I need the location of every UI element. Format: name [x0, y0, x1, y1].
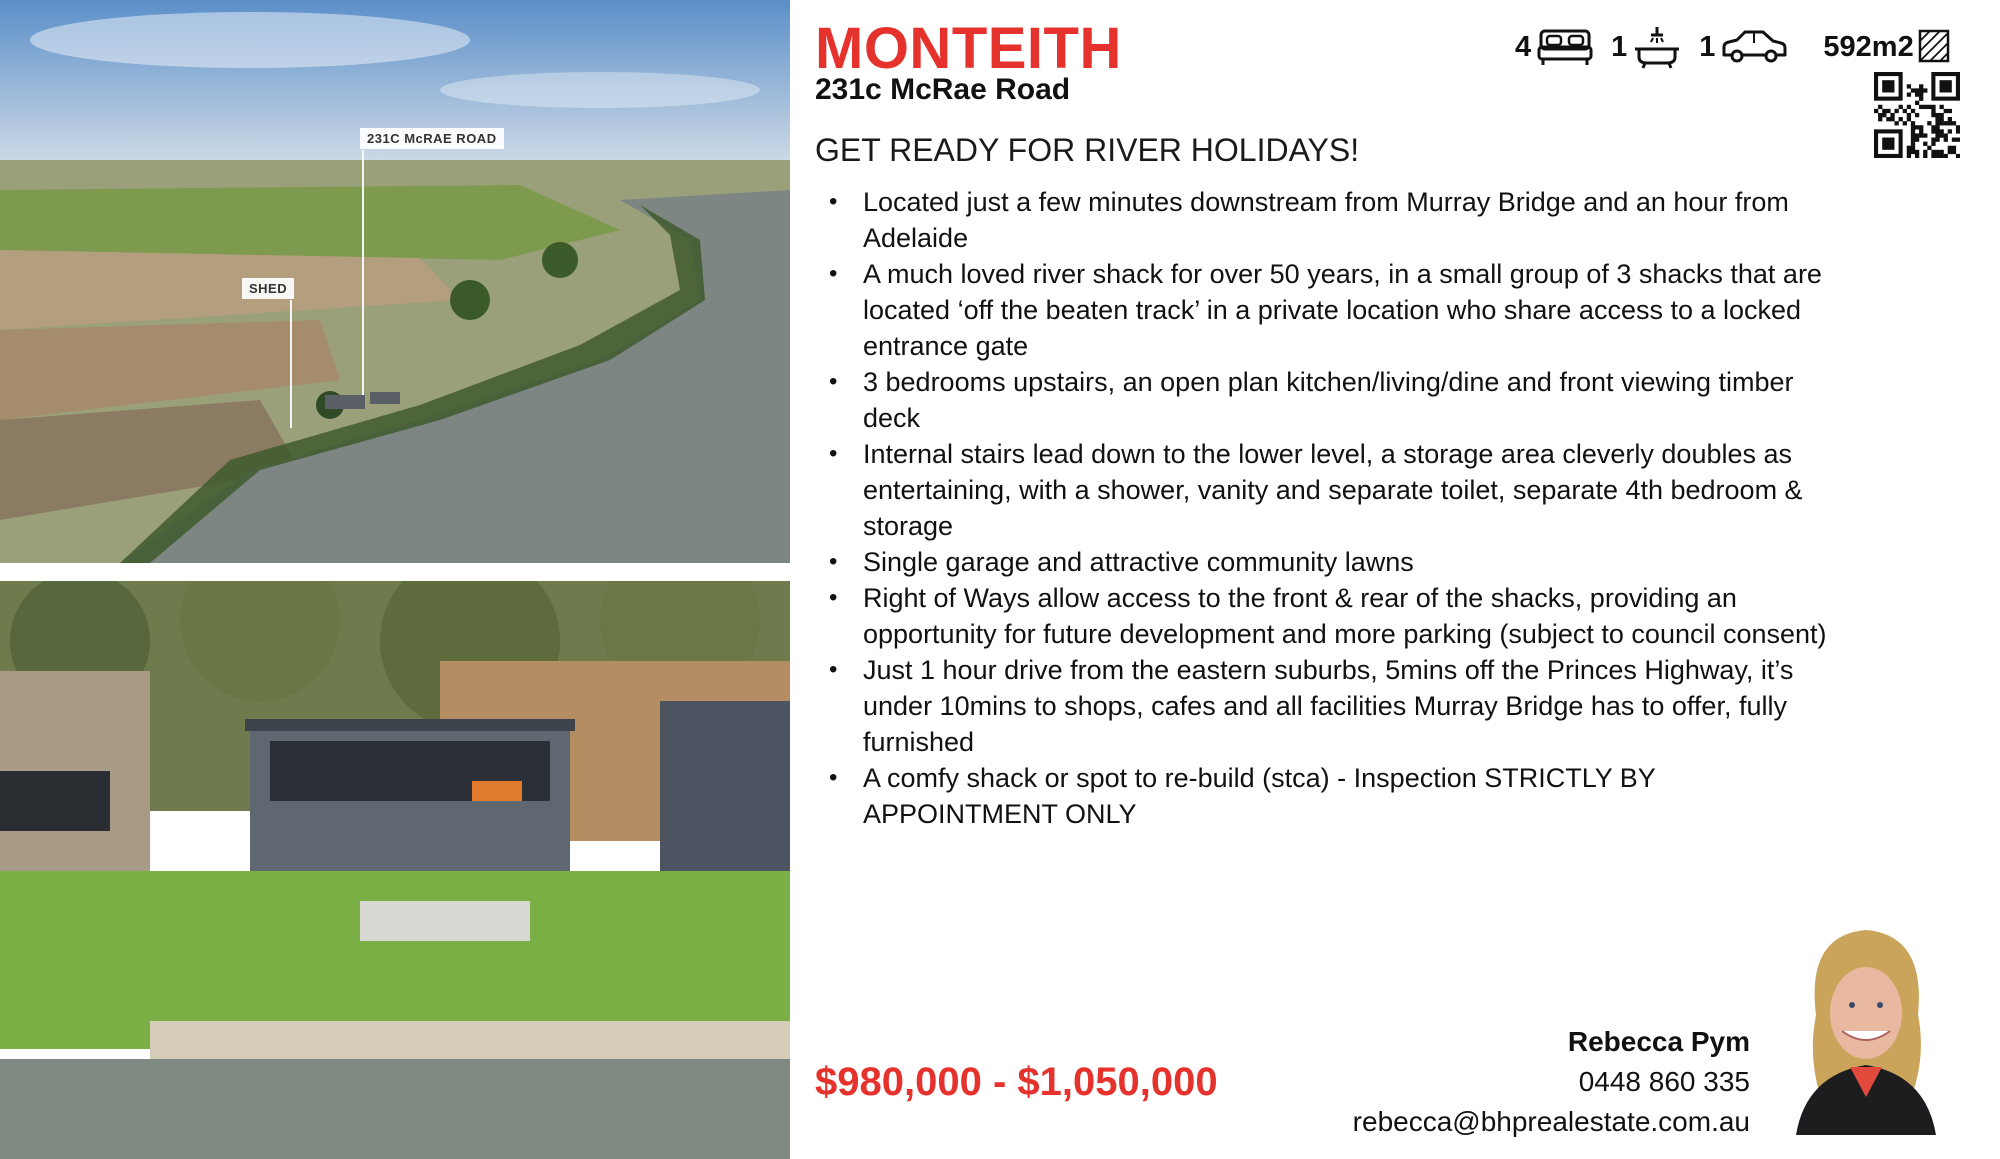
list-item: • Located just a few minutes downstream from Murray Bridge and an hour from Adelaide	[863, 184, 1853, 256]
bedrooms-count: 4	[1515, 30, 1532, 63]
car-spaces-count: 1	[1699, 30, 1716, 63]
road-label: 231C McRAE ROAD	[360, 128, 504, 149]
list-item: • A comfy shack or spot to re-build (stca) - Inspection STRICTLY BY APPOINTMENT ONLY	[863, 760, 1853, 832]
shed-label: SHED	[242, 278, 294, 299]
land-size: 592m2	[1823, 30, 1914, 63]
suburb-title: MONTEITH	[815, 16, 1122, 81]
agent-email-link[interactable]: rebecca@bhprealestate.com.au	[1352, 1106, 1750, 1137]
bathrooms-feature	[1611, 25, 1681, 69]
street-address: 231c McRae Road	[815, 73, 1071, 106]
feature-list	[815, 184, 1853, 832]
bath-icon	[1633, 25, 1681, 69]
bathrooms-count: 1	[1611, 30, 1628, 63]
car-icon	[1721, 29, 1787, 65]
list-item: • Single garage and attractive community lawns	[863, 544, 1853, 580]
list-item: • A much loved river shack for over 50 years, in a small group of 3 shacks that are located ‘off the beaten track’ in a private location who share access to a locked entrance gate	[863, 256, 1853, 364]
list-item: • 3 bedrooms upstairs, an open plan kitchen/living/dine and front viewing timber deck	[863, 364, 1853, 436]
price-range: $980,000 - $1,050,000	[815, 1060, 1218, 1104]
list-item: • Right of Ways allow access to the front & rear of the shacks, providing an opportunity for future development and more parking (subject to council consent)	[863, 580, 1853, 652]
list-item: • Just 1 hour drive from the eastern suburbs, 5mins off the Princes Highway, it’s under 10mins to shops, cafes and all facilities Murray Bridge has to offer, fully furnished	[863, 652, 1853, 760]
bed-icon	[1537, 27, 1593, 67]
agent-phone-link[interactable]: 0448 860 335	[1578, 1066, 1750, 1097]
qr-code[interactable]	[1874, 72, 1960, 158]
agent-name: Rebecca Pym	[1567, 1026, 1750, 1057]
property-features	[1515, 22, 1950, 72]
agent-contact	[1353, 1022, 1750, 1142]
bedrooms-feature	[1515, 27, 1593, 67]
shack-photo	[0, 581, 790, 1159]
agent-photo	[1766, 925, 1962, 1135]
list-item: • Internal stairs lead down to the lower level, a storage area cleverly doubles as entertaining, with a shower, vanity and separate toilet, separate 4th bedroom & storage	[863, 436, 1853, 544]
aerial-photo	[0, 0, 790, 563]
land-area-icon	[1918, 27, 1950, 68]
listing-headline: GET READY FOR RIVER HOLIDAYS!	[815, 132, 1360, 168]
car-spaces-feature	[1699, 29, 1787, 65]
